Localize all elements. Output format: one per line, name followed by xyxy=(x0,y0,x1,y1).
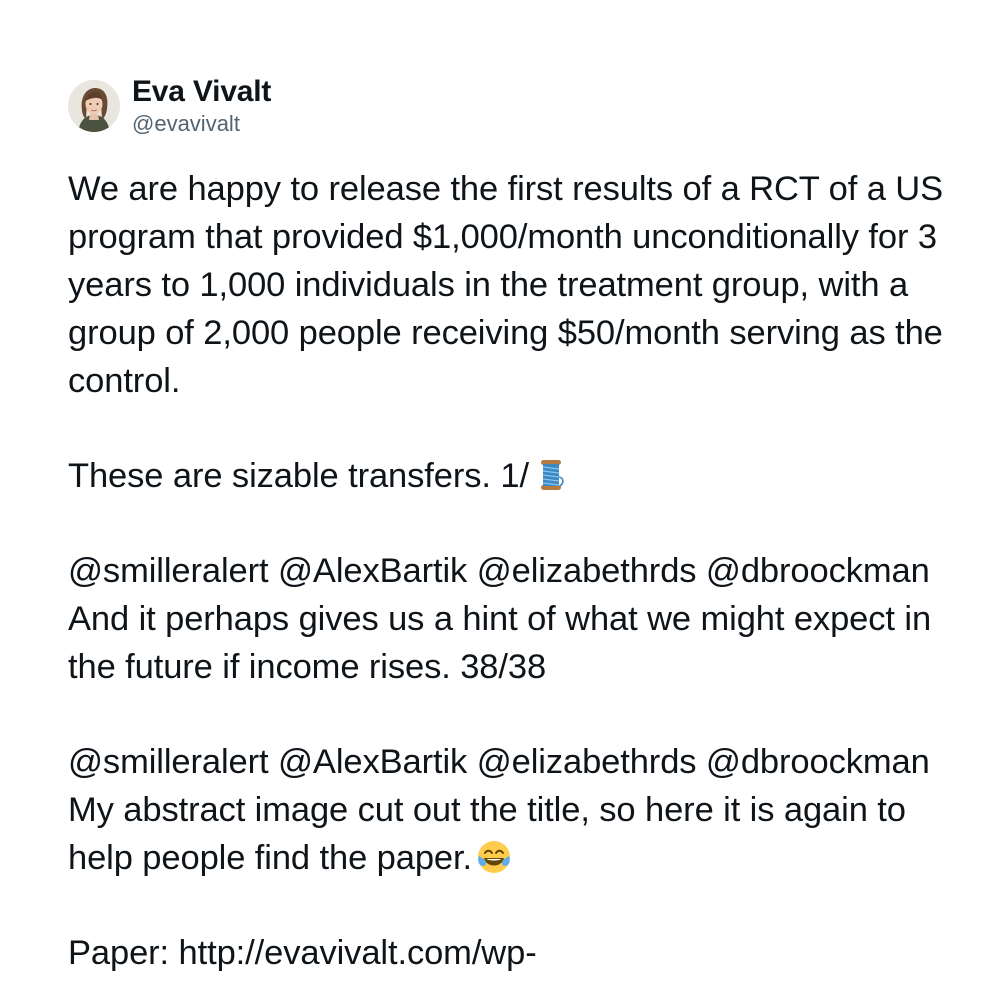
profile-photo-icon xyxy=(68,80,120,132)
author-header xyxy=(68,74,271,138)
tweet-paragraph xyxy=(68,547,948,691)
spool-of-thread-icon xyxy=(533,457,569,493)
avatar[interactable] xyxy=(68,80,120,132)
tweet-text xyxy=(68,165,948,977)
tweet-paragraph xyxy=(68,452,948,500)
paragraph-text: @smilleralert @AlexBartik @elizabethrds @dbroockman And it perhaps gives us a hint of what we might expect in the future if income rises. 38/38 xyxy=(68,552,932,686)
paragraph-text: @smilleralert @AlexBartik @elizabethrds @dbroockman My abstract image cut out the title, so here it is again to help people find the paper. xyxy=(68,743,930,877)
author-names xyxy=(132,75,271,137)
paragraph-text: These are sizable transfers. 1/ xyxy=(68,457,529,495)
user-handle[interactable]: @evavivalt xyxy=(132,111,240,136)
tweet-paragraph xyxy=(68,165,948,405)
paper-link[interactable]: Paper: http://evavivalt.com/wp- xyxy=(68,934,537,972)
paragraph-text: We are happy to release the first results of a RCT of a US program that provided $1,000/month unconditionally for 3 years to 1,000 individuals in the treatment group, with a group of 2,000 people receiving $50/month serving as the control. xyxy=(68,170,943,400)
display-name[interactable]: Eva Vivalt xyxy=(132,75,272,108)
tweet-paragraph xyxy=(68,738,948,882)
face-with-tears-of-joy-icon xyxy=(476,839,512,875)
tweet-paragraph xyxy=(68,929,948,977)
